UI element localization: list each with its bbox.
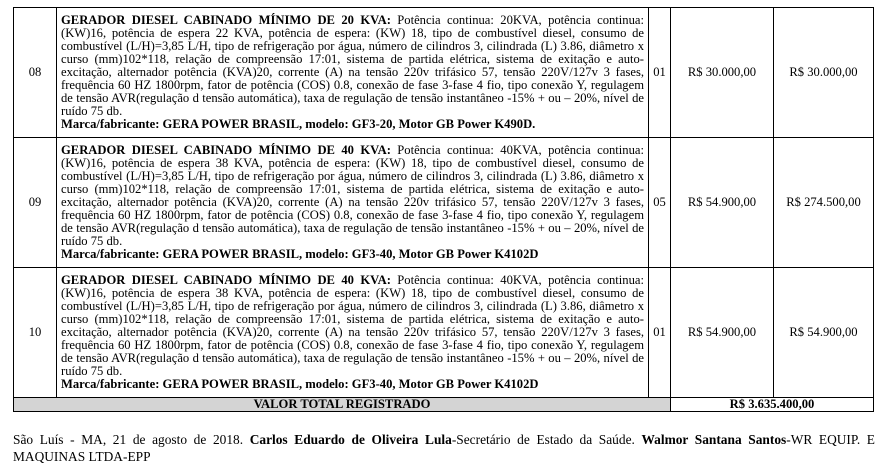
table-row <box>14 8 874 138</box>
signature-paragraph <box>13 431 875 465</box>
item-description <box>57 268 649 398</box>
table-row <box>14 138 874 268</box>
item-unit-price: R$ 54.900,00 <box>671 138 774 268</box>
signer2-role: -WR EQUIP. E MAQUINAS LTDA-EPP <box>13 432 875 464</box>
item-description <box>57 138 649 268</box>
total-label: VALOR TOTAL REGISTRADO <box>14 398 671 412</box>
item-brand: Marca/fabricante: GERA POWER BRASIL, modelo: GF3-20, Motor GB Power K490D. <box>61 117 536 131</box>
item-unit-price: R$ 54.900,00 <box>671 268 774 398</box>
item-number: 08 <box>14 8 57 138</box>
place-date: São Luís - MA, 21 de agosto de 2018. <box>13 432 250 447</box>
item-quantity: 01 <box>649 8 671 138</box>
total-value: R$ 3.635.400,00 <box>671 398 874 412</box>
item-total-price: R$ 30.000,00 <box>774 8 874 138</box>
signer1-name: Carlos Eduardo de Oliveira Lula <box>249 432 452 447</box>
item-description <box>57 8 649 138</box>
item-total-price: R$ 54.900,00 <box>774 268 874 398</box>
item-title: GERADOR DIESEL CABINADO MÍNIMO DE 40 KVA: <box>61 143 391 157</box>
item-specs: Potência continua: 20KVA, potência continua: (KW)16, potência de espera 22 KVA, potência de espera: (KW) 18, tipo de combustível diesel, consumo de combustível (L/H)=3,85 L/H, tipo de refrigeração por água, número de cilindros 3, cilindrada (L) 3.86, diâmetro x curso (mm)102*118, relação de compreensão 17:01, sistema de partida elétrica, sistema de exitação e auto-excitação, alternador potência (KVA)20, corrente (A) na tensão 220v trifásico 57, tensão 220V/127v 3 fases, frequência 60 HZ 1800rpm, fator de potência (COS) 0.8, conexão de fase 3-fase 4 fio, tipo conexão Y, regulagem de tensão AVR(regulação d tensão automática), taxa de regulação de tensão instantâneo -15% + ou – 20%, nível de ruído 75 db. <box>61 13 644 118</box>
item-specs: Potência continua: 40KVA, potência continua: (KW)16, potência de espera 38 KVA, potência de espera: (KW) 18, tipo de combustível diesel, consumo de combustível (L/H)=3,85 L/H, tipo de refrigeração por água, número de cilindros 3, cilindrada (L) 3.86, diâmetro x curso (mm)102*118, relação de compreensão 17:01, sistema de partida elétrica, sistema de exitação e auto-excitação, alternador potência (KVA)20, corrente (A) na tensão 220v trifásico 57, tensão 220V/127v 3 fases, frequência 60 HZ 1800rpm, fator de potência (COS) 0.8, conexão de fase 3-fase 4 fio, tipo conexão Y, regulagem de tensão AVR(regulação d tensão automática), taxa de regulação de tensão instantâneo -15% + ou – 20%, nível de ruído 75 db. <box>61 143 644 248</box>
item-number: 10 <box>14 268 57 398</box>
signer1-role: -Secretário de Estado da Saúde. <box>451 432 642 447</box>
price-registry-table <box>13 7 874 412</box>
item-number: 09 <box>14 138 57 268</box>
signer2-name: Walmor Santana Santos <box>641 432 787 447</box>
item-unit-price: R$ 30.000,00 <box>671 8 774 138</box>
item-quantity: 05 <box>649 138 671 268</box>
item-title: GERADOR DIESEL CABINADO MÍNIMO DE 40 KVA: <box>61 273 391 287</box>
item-specs: Potência continua: 40KVA, potência continua: (KW)16, potência de espera 38 KVA, potência de espera: (KW) 18, tipo de combustível diesel, consumo de combustível (L/H)=3,85 L/H, tipo de refrigeração por água, número de cilindros 3, cilindrada (L) 3.86, diâmetro x curso (mm)102*118, relação de compreensão 17:01, sistema de partida elétrica, sistema de exitação e auto-excitação, alternador potência (KVA)20, corrente (A) na tensão 220v trifásico 57, tensão 220V/127v 3 fases, frequência 60 HZ 1800rpm, fator de potência (COS) 0.8, conexão de fase 3-fase 4 fio, tipo conexão Y, regulagem de tensão AVR(regulação d tensão automática), taxa de regulação de tensão instantâneo -15% + ou – 20%, nível de ruído 75 db. <box>61 273 644 378</box>
total-row <box>14 398 874 412</box>
item-brand: Marca/fabricante: GERA POWER BRASIL, modelo: GF3-40, Motor GB Power K4102D <box>61 377 539 391</box>
item-total-price: R$ 274.500,00 <box>774 138 874 268</box>
item-quantity: 01 <box>649 268 671 398</box>
table-row <box>14 268 874 398</box>
item-brand: Marca/fabricante: GERA POWER BRASIL, modelo: GF3-40, Motor GB Power K4102D <box>61 247 539 261</box>
item-title: GERADOR DIESEL CABINADO MÍNIMO DE 20 KVA: <box>61 13 391 27</box>
